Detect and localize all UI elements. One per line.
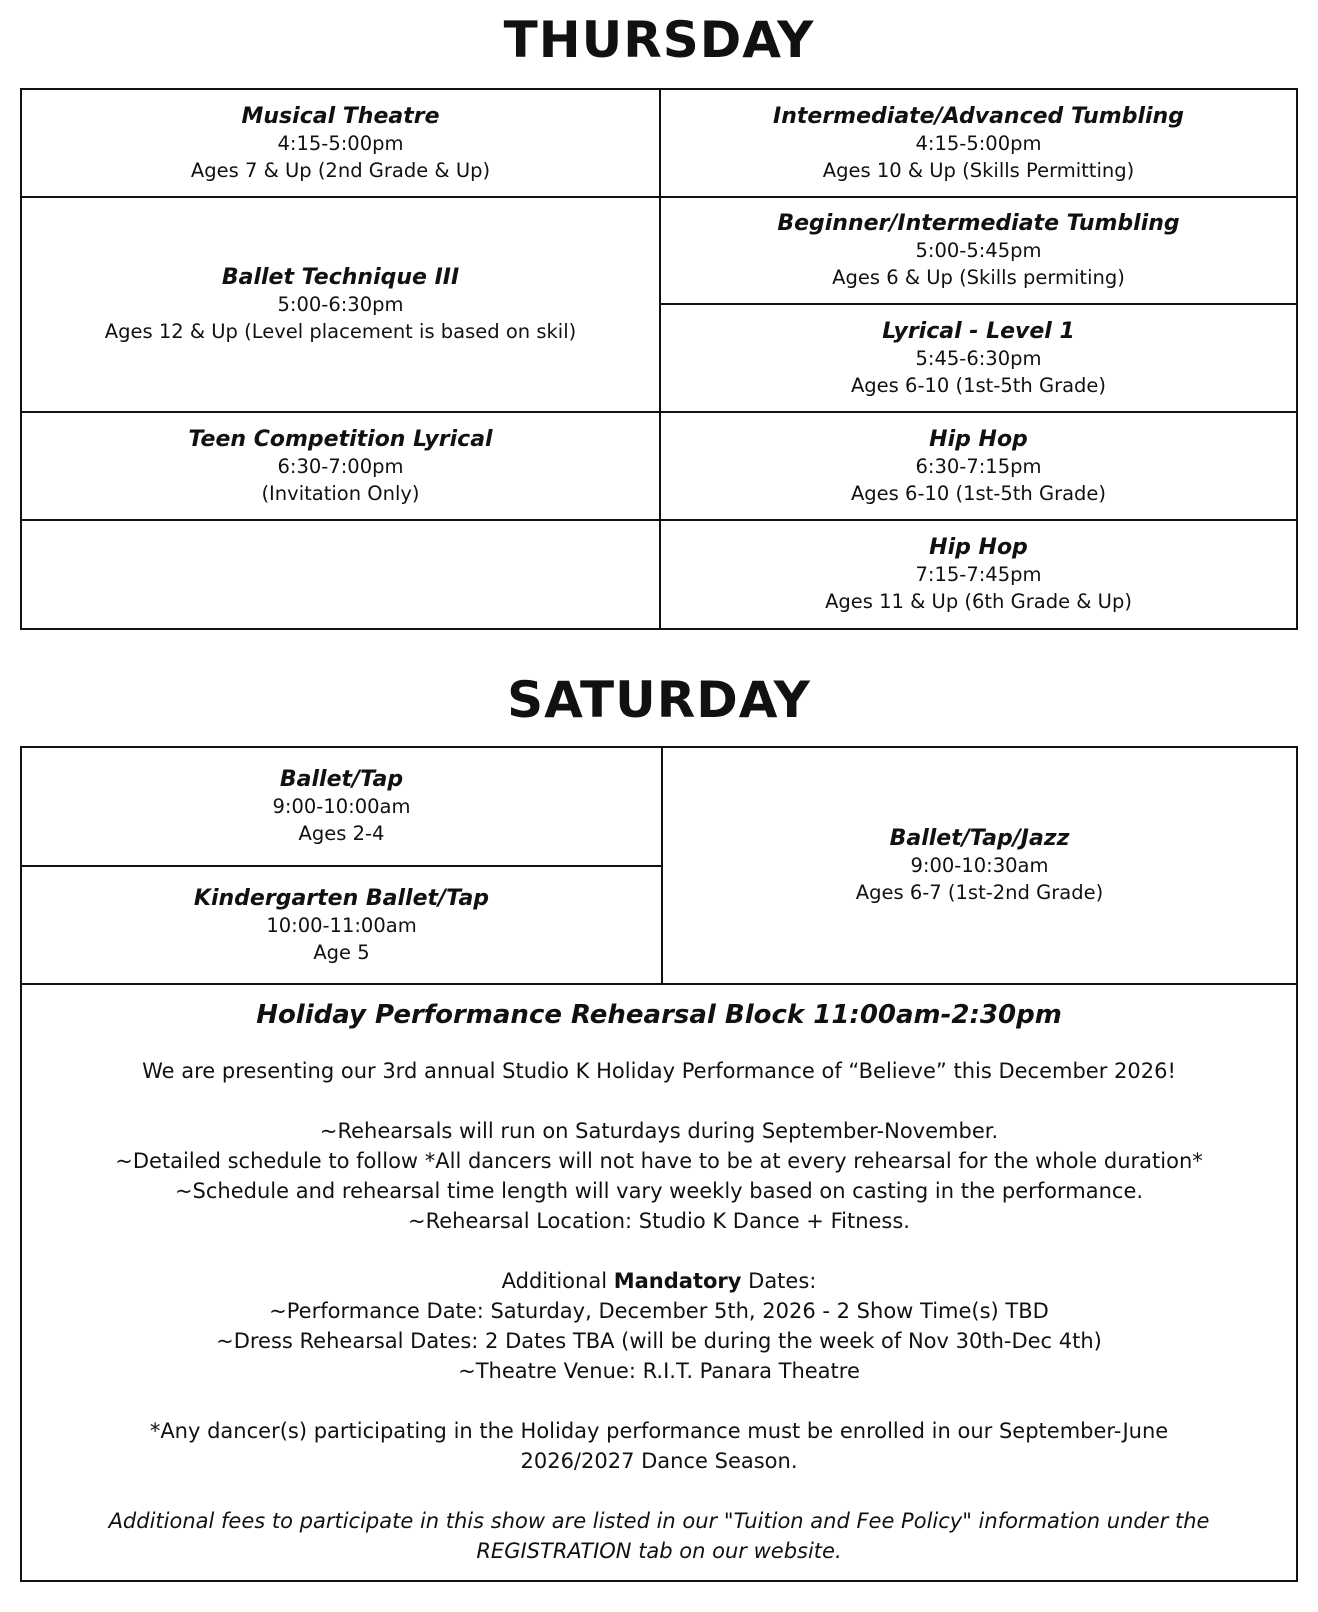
class-time: 7:15-7:45pm (915, 563, 1042, 586)
class-name: Hip Hop (929, 535, 1028, 560)
mandatory-suffix: Dates: (741, 1269, 817, 1293)
class-time: 4:15-5:00pm (277, 131, 404, 155)
class-cell-hip-hop-early (661, 413, 1296, 519)
enrollment-note: *Any dancer(s) participating in the Holiday performance must be enrolled in our September-June (149, 1419, 1169, 1443)
class-time: 10:00-11:00am (266, 913, 417, 937)
rehearsal-note: ~Schedule and rehearsal time length will vary weekly based on casting in the performance. (174, 1179, 1144, 1203)
class-cell-beginner-intermediate-tumbling (661, 198, 1296, 303)
class-name: Beginner/Intermediate Tumbling (777, 211, 1180, 236)
mandatory-dates-heading (22, 1266, 1296, 1296)
class-ages: Ages 6-7 (1st-2nd Grade) (855, 881, 1104, 904)
fees-note: Additional fees to participate in this show are listed in our "Tuition and Fee Policy" information under the (108, 1509, 1210, 1533)
class-time: 4:15-5:00pm (915, 131, 1042, 155)
class-ages: (Invitation Only) (261, 481, 420, 505)
class-ages: Age 5 (313, 940, 370, 964)
class-time: 9:00-10:00am (272, 795, 411, 818)
class-ages: Ages 12 & Up (Level placement is based on skil) (104, 320, 577, 343)
holiday-rehearsal-block (22, 984, 1296, 1582)
class-name: Musical Theatre (241, 103, 440, 129)
thursday-schedule-table (20, 88, 1298, 630)
fees-note: REGISTRATION tab on our website. (476, 1539, 842, 1563)
mandatory-prefix: Additional (501, 1269, 614, 1293)
class-cell-teen-competition-lyrical (22, 413, 659, 519)
class-time: 5:45-6:30pm (915, 346, 1042, 370)
class-cell-kindergarten-ballet-tap (22, 867, 661, 983)
class-cell-hip-hop-late (661, 521, 1296, 628)
class-ages: Ages 6 & Up (Skills permiting) (832, 266, 1125, 289)
class-name: Lyrical - Level 1 (882, 318, 1075, 344)
mandatory-date: ~Theatre Venue: R.I.T. Panara Theatre (458, 1359, 860, 1383)
class-time: 6:30-7:00pm (277, 454, 404, 478)
class-cell-lyrical-level-1 (661, 305, 1296, 411)
class-ages: Ages 10 & Up (Skills Permitting) (822, 158, 1135, 182)
class-name: Ballet/Tap (279, 767, 404, 792)
class-ages: Ages 7 & Up (2nd Grade & Up) (190, 158, 491, 182)
class-cell-intermediate-advanced-tumbling (661, 90, 1296, 196)
class-time: 9:00-10:30am (910, 854, 1049, 877)
class-ages: Ages 11 & Up (6th Grade & Up) (825, 590, 1132, 613)
class-name: Ballet Technique III (221, 265, 460, 290)
class-cell-ballet-technique-iii (22, 198, 659, 411)
mandatory-date: ~Dress Rehearsal Dates: 2 Dates TBA (will be during the week of Nov 30th-Dec 4th) (216, 1329, 1102, 1353)
holiday-intro: We are presenting our 3rd annual Studio K Holiday Performance of “Believe” this December 2026! (142, 1059, 1176, 1083)
class-name: Kindergarten Ballet/Tap (193, 885, 490, 911)
class-time: 5:00-5:45pm (915, 239, 1042, 262)
empty-cell (22, 521, 659, 628)
class-time: 6:30-7:15pm (915, 454, 1042, 478)
class-cell-musical-theatre (22, 90, 659, 196)
class-time: 5:00-6:30pm (277, 293, 404, 316)
saturday-heading: SATURDAY (507, 671, 811, 729)
mandatory-date: ~Performance Date: Saturday, December 5th, 2026 - 2 Show Time(s) TBD (269, 1299, 1049, 1323)
class-ages: Ages 6-10 (1st-5th Grade) (850, 373, 1107, 397)
rehearsal-note: ~Rehearsals will run on Saturdays during September-November. (319, 1119, 999, 1143)
class-name: Teen Competition Lyrical (188, 426, 493, 452)
holiday-block-title: Holiday Performance Rehearsal Block 11:00am-2:30pm (256, 1000, 1062, 1030)
rehearsal-note: ~Rehearsal Location: Studio K Dance + Fitness. (408, 1209, 910, 1233)
rehearsal-note: ~Detailed schedule to follow *All dancers will not have to be at every rehearsal for the whole duration* (115, 1149, 1203, 1173)
thursday-heading: THURSDAY (503, 11, 815, 69)
enrollment-note: 2026/2027 Dance Season. (520, 1449, 798, 1473)
class-ages: Ages 6-10 (1st-5th Grade) (850, 481, 1107, 505)
class-cell-ballet-tap (22, 748, 661, 865)
class-name: Ballet/Tap/Jazz (889, 826, 1070, 851)
class-name: Hip Hop (929, 426, 1028, 452)
class-ages: Ages 2-4 (298, 822, 385, 845)
class-name: Intermediate/Advanced Tumbling (773, 103, 1184, 129)
class-cell-ballet-tap-jazz (663, 748, 1296, 983)
mandatory-emphasis: Mandatory (613, 1269, 742, 1293)
